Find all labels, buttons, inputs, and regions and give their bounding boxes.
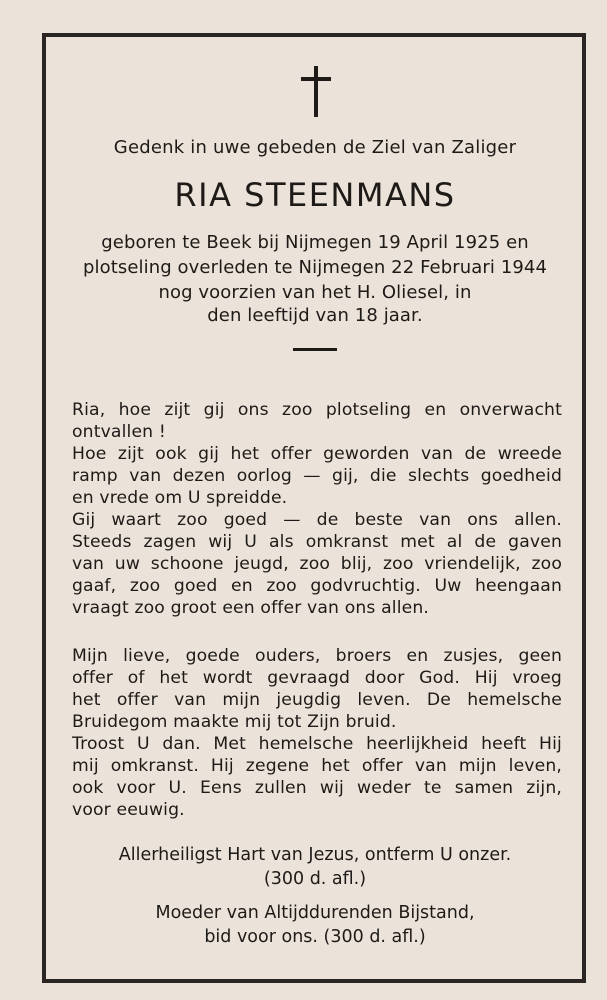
prayer-line: Allerheiligst Hart van Jezus, ontferm U onzer.: [118, 845, 512, 865]
divider-rule: [293, 348, 337, 351]
prayer-line: Moeder van Altijddurenden Bijstand,: [155, 903, 475, 923]
paragraph-lament: [72, 399, 562, 619]
text-line: en vrede om U spreidde.: [72, 488, 288, 508]
text-line: ramp van dezen oorlog — gij, die slechts goedheid: [72, 466, 562, 486]
text-line: Troost U dan. Met hemelsche heerlijkheid heeft Hij: [72, 734, 562, 754]
text-line: Bruidegom maakte mij tot Zijn bruid.: [72, 712, 397, 732]
text-line: ook voor U. Eens zullen wij weder te samen zijn,: [72, 778, 562, 798]
biography-line: nog voorzien van het H. Oliesel, in: [158, 282, 472, 303]
intro-line: Gedenk in uwe gebeden de Ziel van Zaliger: [113, 137, 517, 158]
text-line: offer of het wordt gevraagd door God. Hij vroeg: [72, 668, 562, 688]
prayer-line: bid voor ons. (300 d. afl.): [204, 927, 426, 947]
text-line: Hoe zijt ook gij het offer geworden van de wreede: [72, 444, 562, 464]
text-line: Steeds zagen wij U als omkranst met al de gaven: [72, 532, 562, 552]
paragraph-farewell: [72, 645, 562, 821]
deceased-name: RIA STEENMANS: [174, 176, 456, 214]
text-line: Mijn lieve, goede ouders, broers en zusjes, geen: [72, 646, 562, 666]
biography-line: den leeftijd van 18 jaar.: [207, 305, 423, 326]
text-line: voor eeuwig.: [72, 800, 185, 820]
text-line: Gij waart zoo goed — de beste van ons allen.: [72, 510, 562, 530]
biography-line: plotseling overleden te Nijmegen 22 Februari 1944: [82, 257, 548, 278]
text-line: ontvallen !: [72, 422, 166, 442]
biography-line: geboren te Beek bij Nijmegen 19 April 1925 en: [101, 232, 529, 253]
text-line: gaaf, zoo goed en zoo godvruchtig. Uw heengaan: [72, 576, 562, 596]
text-line: mij omkranst. Hij zegene het offer van mijn leven,: [72, 756, 562, 776]
text-line: het offer van mijn jeugdig leven. De hemelsche: [72, 690, 562, 710]
text-line: van uw schoone jeugd, zoo blij, zoo vriendelijk, zoo: [72, 554, 562, 574]
text-line: vraagt zoo groot een offer van ons allen.: [72, 598, 430, 618]
text-line: Ria, hoe zijt gij ons zoo plotseling en onverwacht: [72, 400, 562, 420]
indulgence-note: (300 d. afl.): [263, 869, 367, 889]
